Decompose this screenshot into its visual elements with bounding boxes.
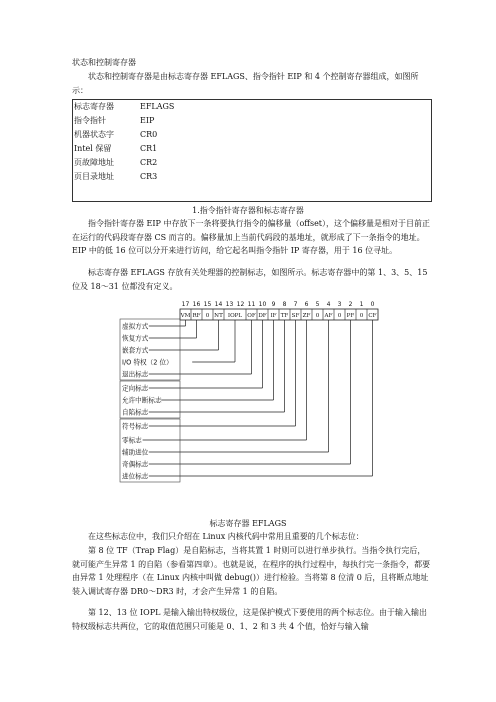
bit-number: 5 xyxy=(315,301,320,308)
register-id: EFLAGS xyxy=(140,102,175,111)
bit-number: 1 xyxy=(359,301,364,308)
section-title: 1.指令指针寄存器和标志寄存器 xyxy=(192,206,304,215)
bit-number: 12 xyxy=(236,301,245,308)
bit-number: 6 xyxy=(304,301,309,308)
flag-label: 虚拟方式 xyxy=(122,322,149,331)
bit-cell: IOPL xyxy=(227,313,243,319)
register-id: EIP xyxy=(140,116,155,125)
bit-number: 10 xyxy=(258,301,267,308)
register-id: CR2 xyxy=(140,158,158,167)
flags-intro-paragraph: 在这些标志位中，我们只介绍在 Linux 内核代码中常用且重要的几个标志位： xyxy=(88,532,364,541)
flag-label: 恢复方式 xyxy=(122,334,149,343)
intro-paragraph: 状态和控制寄存器是由标志寄存器 EFLAGS、指令指针 EIP 和 4 个控制寄存器组成，如图所示： xyxy=(72,72,419,95)
eflags-diagram xyxy=(118,296,386,510)
register-name: 页目录地址 xyxy=(74,172,114,181)
eflags-figure xyxy=(118,296,386,510)
register-id: CR3 xyxy=(140,172,158,181)
register-id: CR1 xyxy=(140,144,158,153)
bit-cell: NT xyxy=(214,313,223,319)
register-name: 指令指针 xyxy=(74,116,106,125)
bit-cell: CF xyxy=(368,313,377,319)
register-name: 标志寄存器 xyxy=(74,102,114,111)
register-name: 页故障地址 xyxy=(74,158,114,167)
bit-cell: 0 xyxy=(359,313,364,319)
table-row xyxy=(73,114,431,128)
bit-number: 9 xyxy=(271,301,276,308)
bit-number: 13 xyxy=(225,301,234,308)
eip-paragraph: 指令指针寄存器 EIP 中存放下一条将要执行指令的偏移量（offset），这个偏移量是相对于目前正在运行的代码段寄存器 CS 而言的。偏移量加上当前代码段的基地址，就形成了下一条指令的地址。EIP 中的低 16 位可以分开来进行访问，给它起名叫指令指针 IP 寄存器，用于 16 位寻址。 xyxy=(72,219,431,255)
bit-cell: RF xyxy=(192,313,201,319)
table-row xyxy=(73,170,431,184)
bit-cell: OF xyxy=(247,313,256,319)
flag-label: 嵌套方式 xyxy=(122,346,149,355)
flag-label: 退出标志 xyxy=(122,370,149,379)
flag-label: 定向标志 xyxy=(122,384,149,393)
register-name: 机器状态字 xyxy=(74,130,114,139)
bit-number: 0 xyxy=(370,301,375,308)
register-table xyxy=(72,99,432,202)
flag-label: 符号标志 xyxy=(122,422,149,431)
bit-cell: SF xyxy=(291,313,300,319)
figure-caption: 标志寄存器 EFLAGS xyxy=(209,519,287,528)
flag-label: 进位标志 xyxy=(122,472,149,481)
bit-number: 11 xyxy=(247,301,256,308)
section-heading: 状态和控制寄存器 xyxy=(72,58,136,67)
bit-cell: DF xyxy=(258,313,267,319)
eflags-paragraph: 标志寄存器 EFLAGS 存放有关处理器的控制标志，如图所示。标志寄存器中的第 1、3、5、15 位及 18～31 位都没有定义。 xyxy=(72,268,428,291)
table-row xyxy=(73,156,431,170)
table-row xyxy=(73,100,431,114)
register-name: Intel 保留 xyxy=(74,144,112,153)
bit-cell: AF xyxy=(324,313,333,319)
bit-cell: VM xyxy=(180,313,191,319)
bit-cell: 0 xyxy=(315,313,320,319)
bit-number: 2 xyxy=(348,301,353,308)
bit-number: 16 xyxy=(192,301,201,308)
bit-cell: IF xyxy=(270,313,277,319)
bit-cell: 0 xyxy=(337,313,342,319)
iopl-paragraph: 第 12、13 位 IOPL 是输入输出特权级位，这是保护模式下要使用的两个标志位。由于输入输出特权级标志共两位，它的取值范围只可能是 0、1、2 和 3 共 4 个值，恰好与输入输 xyxy=(72,608,427,631)
flag-label: I/O 特权（2 位） xyxy=(122,358,173,367)
flag-label: 自陷标志 xyxy=(122,408,149,417)
bit-cell: ZF xyxy=(302,313,311,319)
table-row xyxy=(73,128,431,142)
bit-number: 4 xyxy=(326,301,331,308)
flag-label: 零标志 xyxy=(122,436,142,445)
bit-number: 8 xyxy=(282,301,287,308)
bit-number: 3 xyxy=(337,301,342,308)
register-id: CR0 xyxy=(140,130,158,139)
bit-number: 7 xyxy=(293,301,298,308)
bit-cell: TF xyxy=(280,313,289,319)
bit-cell: 0 xyxy=(205,313,210,319)
table-row xyxy=(73,142,431,156)
tf-paragraph: 第 8 位 TF（Trap Flag）是自陷标志，当将其置 1 时则可以进行单步执行。当指令执行完后，就可能产生异常 1 的自陷（参看第四章）。也就是说，在程序的执行过程中，每执行完一条指令，都要由异常 1 处理程序（在 Linux 内核中叫做 debug()）进行检验。当将第 8 位清 0 后，且将断点地址装入调试寄存器 DR0～DR3 时，才会产生异常 1 的自陷。 xyxy=(72,546,431,596)
bit-number: 15 xyxy=(203,301,212,308)
flag-label: 允许中断标志 xyxy=(122,396,162,405)
bit-cell: PF xyxy=(346,313,355,319)
bit-number: 17 xyxy=(181,301,190,308)
flag-label: 辅助进位 xyxy=(122,448,149,457)
bit-number: 14 xyxy=(214,301,223,308)
flag-label: 奇偶标志 xyxy=(122,460,149,469)
